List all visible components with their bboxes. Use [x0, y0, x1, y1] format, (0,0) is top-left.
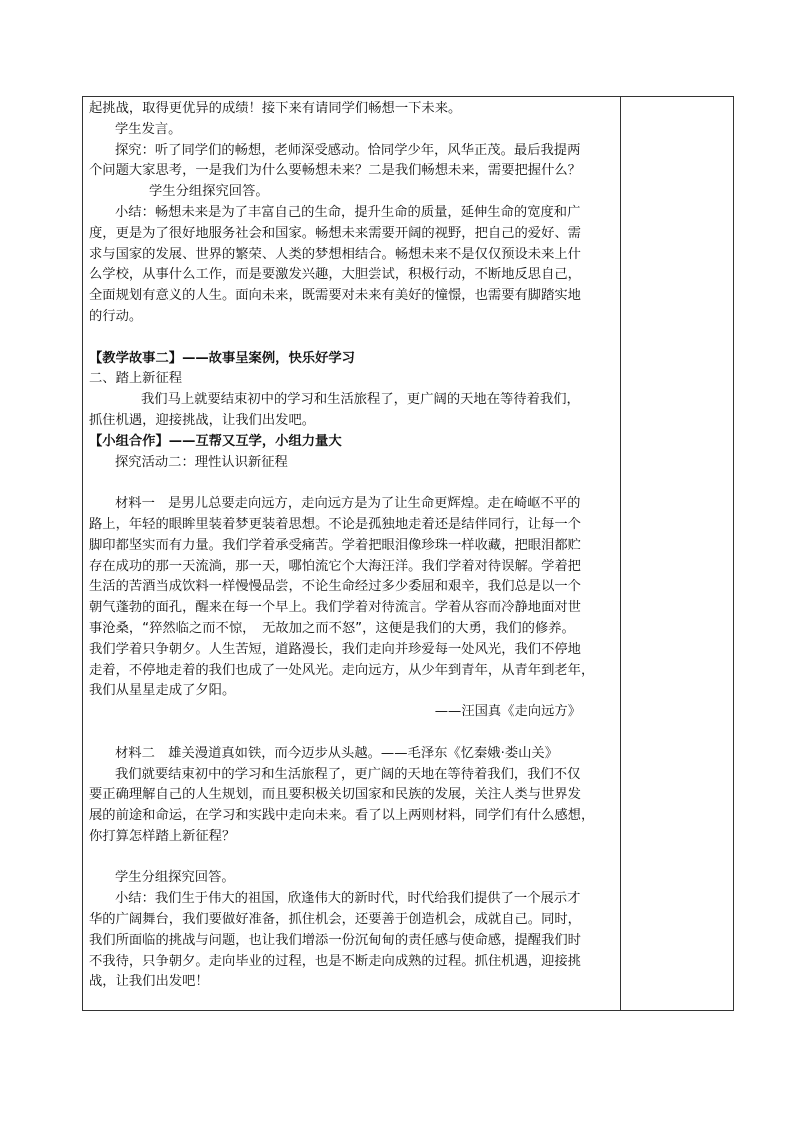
paragraph-line: 事沧桑，“猝然临之而不惊， 无故加之而不怒”，这便是我们的大勇，我们的修养。 [89, 620, 575, 636]
paragraph-line: 我们马上就要结束初中的学习和生活旅程了，更广阔的天地在等待着我们， [141, 392, 580, 408]
paragraph-line: 你打算怎样踏上新征程？ [89, 828, 236, 844]
paragraph-line: 抓住机遇，迎接挑战，让我们出发吧。 [89, 412, 316, 428]
paragraph-line: 我们所面临的挑战与问题，也让我们增添一份沉甸甸的责任感与使命感，提醒我们时 [89, 932, 581, 948]
paragraph-line: 全面规划有意义的人生。面向未来，既需要对未来有美好的憧憬，也需要有脚踏实地 [89, 288, 581, 304]
paragraph-line: 学生分组探究回答。 [149, 184, 269, 200]
paragraph-line: 探究：听了同学们的畅想，老师深受感动。恰同学少年，风华正茂。最后我提两 [115, 142, 581, 158]
paragraph-line: 朝气蓬勃的面孔，醒来在每一个早上。我们学着对待流言。学着从容而冷静地面对世 [89, 600, 581, 616]
lesson-table [82, 96, 734, 1011]
paragraph-line: 求与国家的发展、世界的繁荣、人类的梦想相结合。畅想未来不是仅仅预设未来上什 [89, 246, 581, 262]
paragraph-line: 存在成功的那一天流淌，那一天，哪怕流它个大海汪洋。我们学着对待误解。学着把 [89, 558, 581, 574]
paragraph-line: 要正确理解自己的人生规划，而且要积极关切国家和民族的发展，关注人类与世界发 [89, 787, 581, 803]
paragraph-line: 路上，年轻的眼眸里装着梦更装着思想。不论是孤独地走着还是结伴同行，让每一个 [89, 516, 581, 532]
paragraph-line: 学生发言。 [115, 121, 182, 137]
paragraph-line: 么学校，从事什么工作，而是要激发兴趣，大胆尝试，积极行动，不断地反思自己， [89, 267, 581, 283]
paragraph-line: 起挑战，取得更优异的成绩！接下来有请同学们畅想一下未来。 [89, 101, 462, 116]
paragraph-line: 小结：我们生于伟大的祖国，欣逢伟大的新时代，时代给我们提供了一个展示才 [115, 891, 581, 907]
lesson-content-cell [89, 99, 617, 993]
paragraph-line: 我们从星星走成了夕阳。 [89, 683, 236, 699]
paragraph-line: 探究活动二：理性认识新征程 [115, 454, 288, 470]
paragraph-line: 华的广阔舞台，我们要做好准备，抓住机会，还要善于创造机会，成就自己。同时， [89, 912, 581, 928]
paragraph-line: 学生分组探究回答。 [115, 870, 235, 886]
section-heading: 【教学故事二】——故事呈案例，快乐好学习 [89, 350, 355, 366]
paragraph-line: 生活的苦酒当成饮料一样慢慢品尝，不论生命经过多少委屈和艰辛，我们总是以一个 [89, 579, 581, 595]
paragraph-line: 展的前途和命运，在学习和实践中走向未来。看了以上两则材料，同学们有什么感想， [89, 808, 595, 824]
paragraph-line: 材料一 是男儿总要走向远方，走向远方是为了让生命更辉煌。走在崎岖不平的 [115, 496, 581, 512]
paragraph-line: 走着，不停地走着的我们也成了一处风光。走向远方，从少年到青年，从青年到老年， [89, 662, 595, 678]
paragraph-line: 度，更是为了很好地服务社会和国家。畅想未来需要开阔的视野，把自己的爱好、需 [89, 225, 581, 241]
paragraph-line: 我们学着只争朝夕。人生苦短，道路漫长，我们走向并珍爱每一处风光，我们不停地 [89, 641, 581, 657]
paragraph-line: 材料二 雄关漫道真如铁，而今迈步从头越。——毛泽东《忆秦娥·娄山关》 [115, 745, 559, 761]
section-heading: 【小组合作】——互帮又互学，小组力量大 [89, 433, 342, 449]
paragraph-line: 脚印都坚实而有力量。我们学着承受痛苦。学着把眼泪像珍珠一样收藏，把眼泪都贮 [89, 537, 581, 553]
column-divider [620, 97, 621, 1010]
section-subheading: 二、踏上新征程 [89, 371, 183, 387]
paragraph-line: 我们就要结束初中的学习和生活旅程了，更广阔的天地在等待着我们，我们不仅 [115, 766, 581, 782]
paragraph-line: 小结：畅想未来是为了丰富自己的生命，提升生命的质量，延伸生命的宽度和广 [115, 204, 581, 220]
quote-attribution: ——汪国真《走向远方》 [434, 704, 581, 720]
paragraph-line: 的行动。 [89, 308, 143, 324]
paragraph-line: 个问题大家思考，一是我们为什么要畅想未来？二是我们畅想未来，需要把握什么？ [89, 163, 581, 179]
paragraph-line: 不我待，只争朝夕。走向毕业的过程，也是不断走向成熟的过程。抓住机遇，迎接挑 [89, 953, 581, 969]
paragraph-line: 战，让我们出发吧！ [89, 974, 209, 990]
